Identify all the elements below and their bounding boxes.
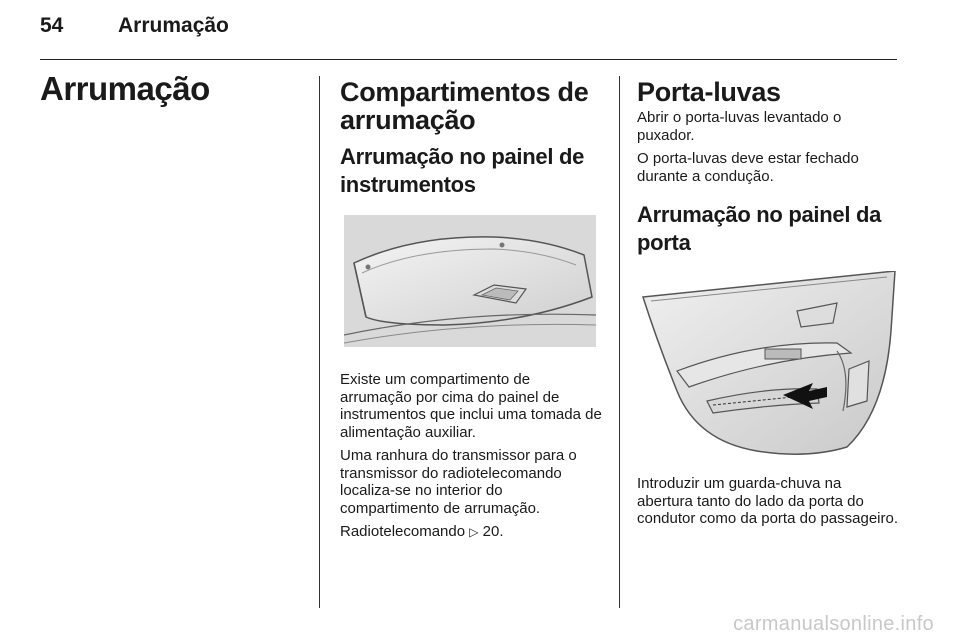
door-panel-storage-illustration [637,271,899,457]
column-glovebox [637,78,899,528]
paragraph-umbrella-instructions: Introduzir um guarda-chuva na abertura tanto do lado da porta do condutor como da porta do passageiro. [637,475,898,527]
column-divider-right [619,76,620,608]
subheading-door-panel-storage: Arrumação no painel da porta [637,202,882,255]
arrow-ref-icon: ▷ [469,525,479,539]
subheading-instrument-panel-storage: Arrumação no painel de instrumentos [340,144,585,197]
door-panel-figure [637,271,899,457]
instrument-panel-figure [344,215,596,347]
instrument-panel-storage-illustration [344,215,596,347]
page-number: 54 [40,14,64,37]
paragraph-storage-description: Existe um compartimento de arrumação por cima do painel de instrumentos que inclui uma tomada de alimentação auxiliar. [340,371,602,441]
watermark: carmanualsonline.info [733,613,934,635]
chapter-title: Arrumação [40,70,210,107]
header-divider [40,59,897,60]
section-heading-glovebox: Porta-luvas [637,77,781,107]
remote-reference-text: Radiotelecomando [340,523,466,540]
paragraph-glovebox-open: Abrir o porta-luvas levantado o puxador. [637,109,842,144]
running-header-title: Arrumação [118,14,229,37]
paragraph-transmitter-slot: Uma ranhura do transmissor para o transmissor do radiotelecomando localiza-se no interior do compartimento de arrumação. [340,447,577,517]
column-storage-compartments [340,78,605,542]
column-divider-left [319,76,320,608]
paragraph-glovebox-closed: O porta-luvas deve estar fechado durante a condução. [637,150,859,185]
remote-reference-page[interactable]: 20. [482,523,504,540]
paragraph-remote-reference [340,523,605,542]
section-heading-storage-compartments: Compartimentos de arrumação [340,77,589,135]
